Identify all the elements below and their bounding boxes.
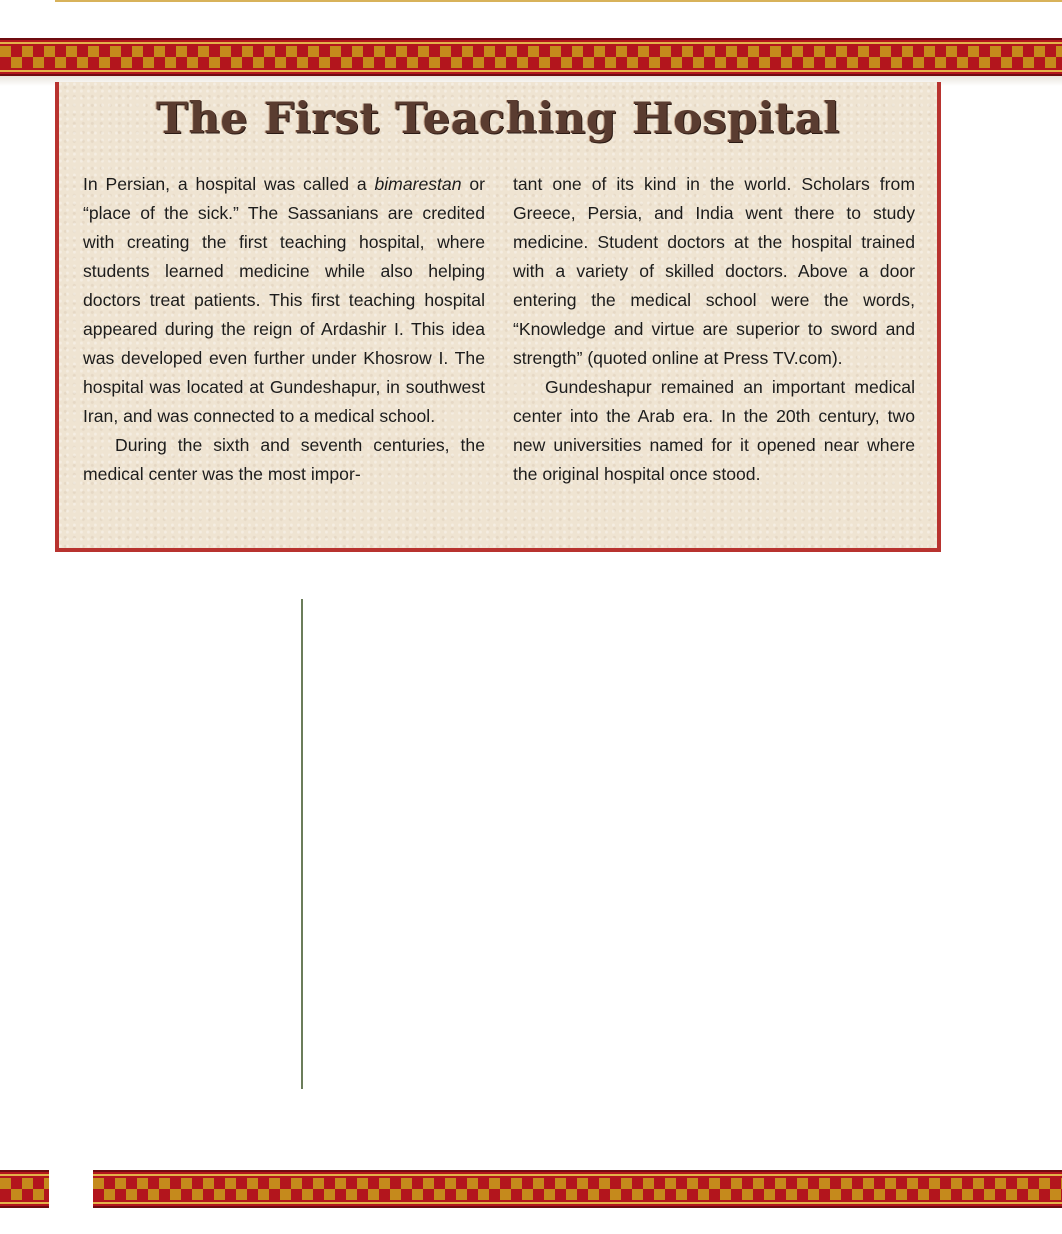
sidebar-box	[55, 82, 941, 552]
sidebar-title: The First Teaching Hospital	[156, 94, 840, 144]
paragraph-1-lead: In Persian, a hospital was called a	[83, 174, 375, 194]
paragraph-3: Gundeshapur remained an important medical center into the Arab era. In the 20th century, two new universities named for it opened near where the original hospital once stood.	[513, 377, 915, 484]
paragraph-2: During the sixth and seventh centuries, the medical center was the most impor-	[83, 435, 485, 484]
paragraph-2-continued: tant one of its kind in the world. Scholars from Greece, Persia, and India went there to study medicine. Student doctors at the hospital trained with a variety of skilled doctors. Above a door entering the medical school were the words, “Knowledge and virtue are superior to sword and strength” (quoted online at Press TV.com).	[513, 174, 915, 368]
paragraph-1	[83, 170, 485, 431]
paragraph-1-rest: or “place of the sick.” The Sassanians are credited with creating the first teaching hospital, where students learned medicine while also helping doctors treat patients. This first teaching hospital appeared during the reign of Ardashir I. This idea was developed even further under Khosrow I. The hospital was located at Gundeshapur, in southwest Iran, and was connected to a medical school.	[83, 174, 485, 426]
decorative-border-bottom-left	[0, 1170, 49, 1208]
column-divider	[301, 599, 303, 1089]
decorative-border-bottom-right	[93, 1170, 1062, 1208]
top-rule	[55, 0, 1062, 2]
sidebar-column-right	[513, 170, 915, 489]
term-bimarestan: bimarestan	[374, 174, 462, 194]
decorative-border-top	[0, 38, 1062, 76]
sidebar-column-left	[83, 170, 485, 489]
